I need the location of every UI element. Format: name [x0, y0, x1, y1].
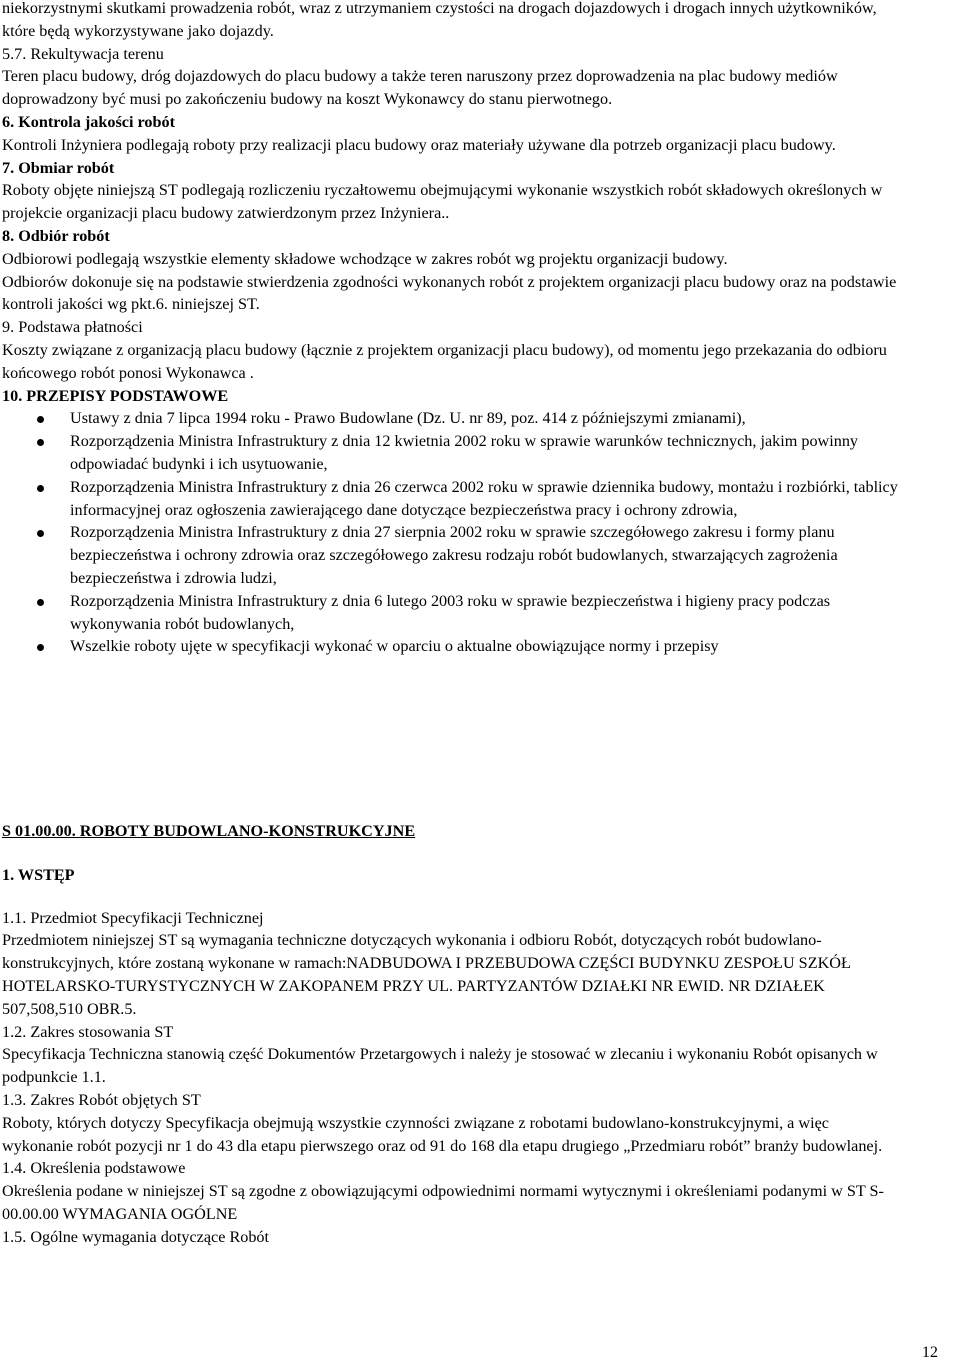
paragraph: Kontroli Inżyniera podlegają roboty przy realizacji placu budowy oraz materiały używane dla potrzeb organizacji placu budowy.: [2, 135, 836, 154]
section-s01: [2, 820, 932, 1249]
list-item: Rozporządzenia Ministra Infrastruktury z dnia 6 lutego 2003 roku w sprawie bezpieczeństwa i higieny pracy podczas wykonywania robót budowlanych,: [2, 590, 932, 636]
heading-1-2: 1.2. Zakres stosowania ST: [2, 1022, 174, 1041]
paragraph: Koszty związane z organizacją placu budowy (łącznie z projektem organizacji placu budowy), od momentu jego przekazania do odbioru końcowego robót ponosi Wykonawca .: [2, 340, 887, 382]
paragraph: Przedmiotem niniejszej ST są wymagania techniczne dotyczących wykonania i odbioru Robót, dotyczących robót budowlano-konstrukcyjnych, które zostaną wykonane w ramach:NADBUDOWA I PRZEBUDOWA CZĘŚCI BUDYNKU ZESPOŁU SZKÓŁ HOTELARSKO-TURYSTYCZNYCH W ZAKOPANEM PRZY UL. PARTYZANTÓW DZIAŁKI NR EWID. NR DZIAŁEK 507,508,510 OBR.5.: [2, 931, 851, 1018]
list-item: Ustawy z dnia 7 lipca 1994 roku - Prawo Budowlane (Dz. U. nr 89, poz. 414 z późniejszymi zmianami),: [2, 407, 932, 430]
page-number: 12: [921, 1343, 938, 1361]
list-item: Rozporządzenia Ministra Infrastruktury z dnia 27 sierpnia 2002 roku w sprawie szczegółowego zakresu i formy planu bezpieczeństwa i ochrony zdrowia oraz szczegółowego zakresu rodzaju robót budowlanych, stwarzających zagrożenia bezpieczeństwa i zdrowia ludzi,: [2, 521, 932, 589]
paragraph: Roboty, których dotyczy Specyfikacja obejmują wszystkie czynności związane z robotami budowlano-konstrukcyjnymi, a więc wykonanie robót pozycji nr 1 do 43 dla etapu pierwszego oraz od 91 do 168 dla etapu drugiego „Przedmiaru robót” branży budowlanej.: [2, 1113, 883, 1155]
heading-1-5: 1.5. Ogólne wymagania dotyczące Robót: [2, 1227, 270, 1246]
paragraph: Określenia podane w niniejszej ST są zgodne z obowiązującymi odpowiednimi normami wytycznymi i określeniami podanymi w ST S-00.00.00 WYMAGANIA OGÓLNE: [2, 1182, 884, 1223]
paragraph: Specyfikacja Techniczna stanowią część Dokumentów Przetargowych i należy je stosować w zlecaniu i wykonaniu Robót opisanych w podpunkcie 1.1.: [2, 1045, 878, 1087]
heading-9: 9. Podstawa płatności: [2, 318, 143, 337]
section-top: [2, 0, 932, 658]
heading-1-4: 1.4. Określenia podstawowe: [2, 1159, 186, 1178]
list-item: Wszelkie roboty ujęte w specyfikacji wykonać w oparciu o aktualne obowiązujące normy i przepisy: [2, 635, 932, 658]
paragraph: Roboty objęte niniejszą ST podlegają rozliczeniu ryczałtowemu obejmującymi wykonanie wszystkich robót składowych określonych w projekcie organizacji placu budowy zatwierdzonym przez Inżyniera..: [2, 181, 883, 223]
heading-8: 8. Odbiór robót: [2, 226, 110, 245]
section-title: S 01.00.00. ROBOTY BUDOWLANO-KONSTRUKCYJNE: [2, 822, 416, 840]
heading-6: 6. Kontrola jakości robót: [2, 112, 175, 131]
paragraph: Odbiorów dokonuje się na podstawie stwierdzenia zgodności wykonanych robót z projektem organizacji placu budowy oraz na podstawie kontroli jakości wg pkt.6. niniejszej ST.: [2, 272, 897, 314]
heading-1-3: 1.3. Zakres Robót objętych ST: [2, 1090, 201, 1109]
paragraph: niekorzystnymi skutkami prowadzenia robót, wraz z utrzymaniem czystości na drogach dojazdowych i drogach innych użytkowników, które będą wykorzystywane jako dojazdy.: [2, 0, 877, 40]
heading-10: 10. PRZEPISY PODSTAWOWE: [2, 386, 229, 405]
list-item: Rozporządzenia Ministra Infrastruktury z dnia 26 czerwca 2002 roku w sprawie dziennika budowy, montażu i rozbiórki, tablicy informacyjnej oraz ogłoszenia zawierającego dane dotyczące bezpieczeństwa pracy i ochrony zdrowia,: [2, 476, 932, 522]
heading-7: 7. Obmiar robót: [2, 158, 115, 177]
paragraph: Odbiorowi podlegają wszystkie elementy składowe wchodzące w zakres robót wg projektu organizacji budowy.: [2, 249, 728, 268]
regulations-list: [2, 407, 932, 658]
heading-1: 1. WSTĘP: [2, 865, 75, 884]
heading-5-7: 5.7. Rekultywacja terenu: [2, 44, 164, 63]
paragraph: Teren placu budowy, dróg dojazdowych do placu budowy a także teren naruszony przez doprowadzenia na plac budowy mediów doprowadzony być musi po zakończeniu budowy na koszt Wykonawcy do stanu pierwotnego.: [2, 67, 838, 109]
heading-1-1: 1.1. Przedmiot Specyfikacji Technicznej: [2, 908, 264, 927]
list-item: Rozporządzenia Ministra Infrastruktury z dnia 12 kwietnia 2002 roku w sprawie warunków technicznych, jakim powinny odpowiadać budynki i ich usytuowanie,: [2, 430, 932, 476]
